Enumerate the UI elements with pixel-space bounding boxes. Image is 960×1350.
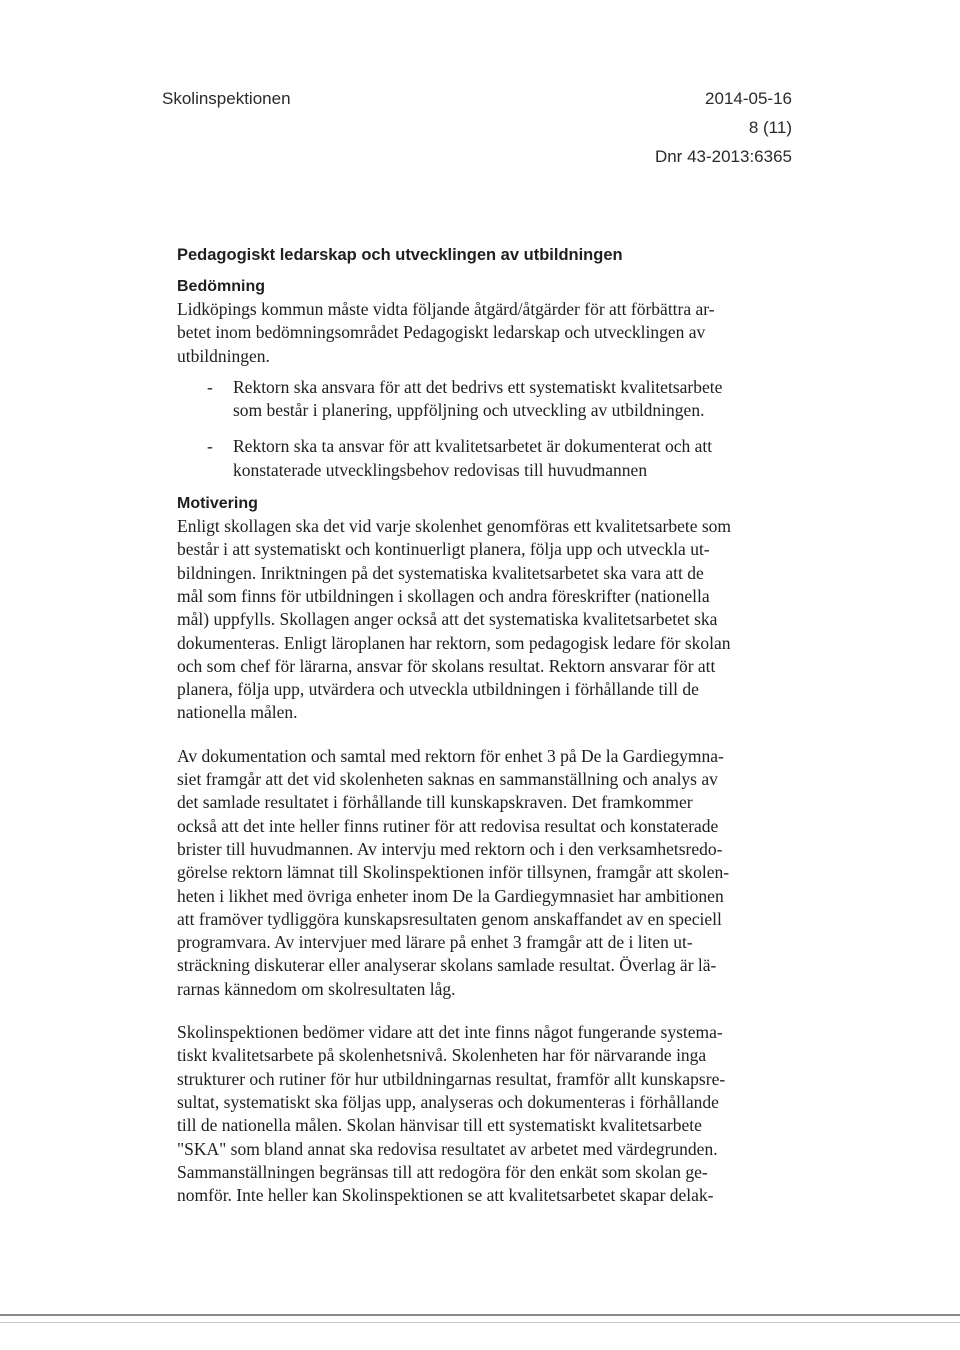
text-line: programvara. Av intervjuer med lärare på enhet 3 framgår att de i liten ut- <box>177 932 693 953</box>
text-line: strukturer och rutiner för hur utbildningarnas resultat, framför allt kunskapsre- <box>177 1068 726 1089</box>
section-title: Pedagogiskt ledarskap och utvecklingen av utbildningen <box>177 246 623 264</box>
text-line: siet framgår att det vid skolenheten saknas en sammanställning och analys av <box>177 769 718 790</box>
text-line: brister till huvudmannen. Av intervju med rektorn och i den verksamhetsredo- <box>177 838 723 859</box>
text-line: "SKA" som bland annat ska redovisa resultatet av arbetet med värdegrunden. <box>177 1138 718 1159</box>
text-line: tiskt kvalitetsarbete på skolenhetsnivå. Skolenheten har för närvarande inga <box>177 1045 707 1066</box>
text-line: mål) uppfylls. Skollagen anger också att det systematiska kvalitetsarbetet ska <box>177 609 718 630</box>
text-line: betet inom bedömningsområdet Pedagogiskt ledarskap och utvecklingen av <box>177 322 706 343</box>
motivation-paragraph-2 <box>177 745 797 1001</box>
motivation-paragraph-1 <box>177 515 797 725</box>
page-number: 8 (11) <box>748 118 792 137</box>
footer-divider <box>0 1314 960 1316</box>
text-line: Rektorn ska ta ansvar för att kvalitetsarbetet är dokumenterat och att <box>233 436 713 457</box>
document-body <box>177 246 797 1207</box>
text-line: sträckning diskuterar eller analyserar skolans samlade resultat. Överlag är lä- <box>177 955 717 976</box>
motivation-heading: Motivering <box>177 495 258 513</box>
text-line: heten i likhet med övriga enheter inom De la Gardiegymnasiet har ambitionen <box>177 885 724 906</box>
text-line: planera, följa upp, utvärdera och utveckla utbildningen i förhållande till de <box>177 679 699 700</box>
footer-divider-secondary <box>0 1322 960 1323</box>
text-line: nomför. Inte heller kan Skolinspektionen se att kvalitetsarbetet skapar delak- <box>177 1185 714 1206</box>
paragraph-spacer <box>177 1001 797 1021</box>
text-line: utbildningen. <box>177 345 270 366</box>
requirement-text <box>233 376 797 423</box>
document-date: 2014-05-16 <box>705 89 792 108</box>
text-line: och som chef för lärarna, ansvar för skolans resultat. Rektorn ansvarar för att <box>177 655 716 676</box>
text-line: sultat, systematiskt ska följas upp, analyseras och dokumenteras i förhållande <box>177 1091 719 1112</box>
text-line: bildningen. Inriktningen på det systematiska kvalitetsarbetet ska vara att de <box>177 562 704 583</box>
motivation-paragraph-3 <box>177 1021 797 1207</box>
text-line: också att det inte heller finns rutiner för att redovisa resultat och konstaterade <box>177 815 719 836</box>
text-line: dokumenteras. Enligt läroplanen har rektorn, som pedagogisk ledare för skolan <box>177 632 731 653</box>
assessment-heading: Bedömning <box>177 278 265 295</box>
text-line: Lidköpings kommun måste vidta följande åtgärd/åtgärder för att förbättra ar- <box>177 299 715 319</box>
text-line: Av dokumentation och samtal med rektorn för enhet 3 på De la Gardiegymna- <box>177 745 724 766</box>
text-line: Sammanställningen begränsas till att redogöra för den enkät som skolan ge- <box>177 1161 708 1182</box>
text-line: Skolinspektionen bedömer vidare att det inte finns något fungerande systema- <box>177 1022 723 1043</box>
paragraph-spacer <box>177 725 797 745</box>
text-line: Rektorn ska ansvara för att det bedrivs ett systematiskt kvalitetsarbete <box>233 376 723 397</box>
requirement-text <box>233 435 797 482</box>
dash-marker: - <box>207 376 213 397</box>
requirement-list <box>177 376 797 482</box>
text-line: att framöver tydliggöra kunskapsresultaten genom anskaffandet av en speciell <box>177 908 722 929</box>
assessment-intro <box>177 298 797 368</box>
text-line: som består i planering, uppföljning och utveckling av utbildningen. <box>233 400 705 421</box>
text-line: det samlade resultatet i förhållande till kunskapskraven. Det framkommer <box>177 792 693 813</box>
requirement-item <box>177 376 797 423</box>
text-line: rarnas kännedom om skolresultaten låg. <box>177 978 456 999</box>
text-line: mål som finns för utbildningen i skollagen och andra föreskrifter (nationella <box>177 585 710 606</box>
organization-name: Skolinspektionen <box>162 89 291 108</box>
text-line: nationella målen. <box>177 702 298 723</box>
text-line: görelse rektorn lämnat till Skolinspektionen inför tillsynen, framgår att skolen- <box>177 862 730 883</box>
text-line: till de nationella målen. Skolan hänvisar till ett systematiskt kvalitetsarbete <box>177 1115 702 1136</box>
text-line: består i att systematiskt och kontinuerligt planera, följa upp och utveckla ut- <box>177 539 710 560</box>
registration-number: Dnr 43-2013:6365 <box>654 147 792 166</box>
dash-marker: - <box>207 436 213 457</box>
text-line: konstaterade utvecklingsbehov redovisas till huvudmannen <box>233 459 648 480</box>
requirement-item <box>177 435 797 482</box>
text-line: Enligt skollagen ska det vid varje skolenhet genomföras ett kvalitetsarbete som <box>177 516 732 537</box>
